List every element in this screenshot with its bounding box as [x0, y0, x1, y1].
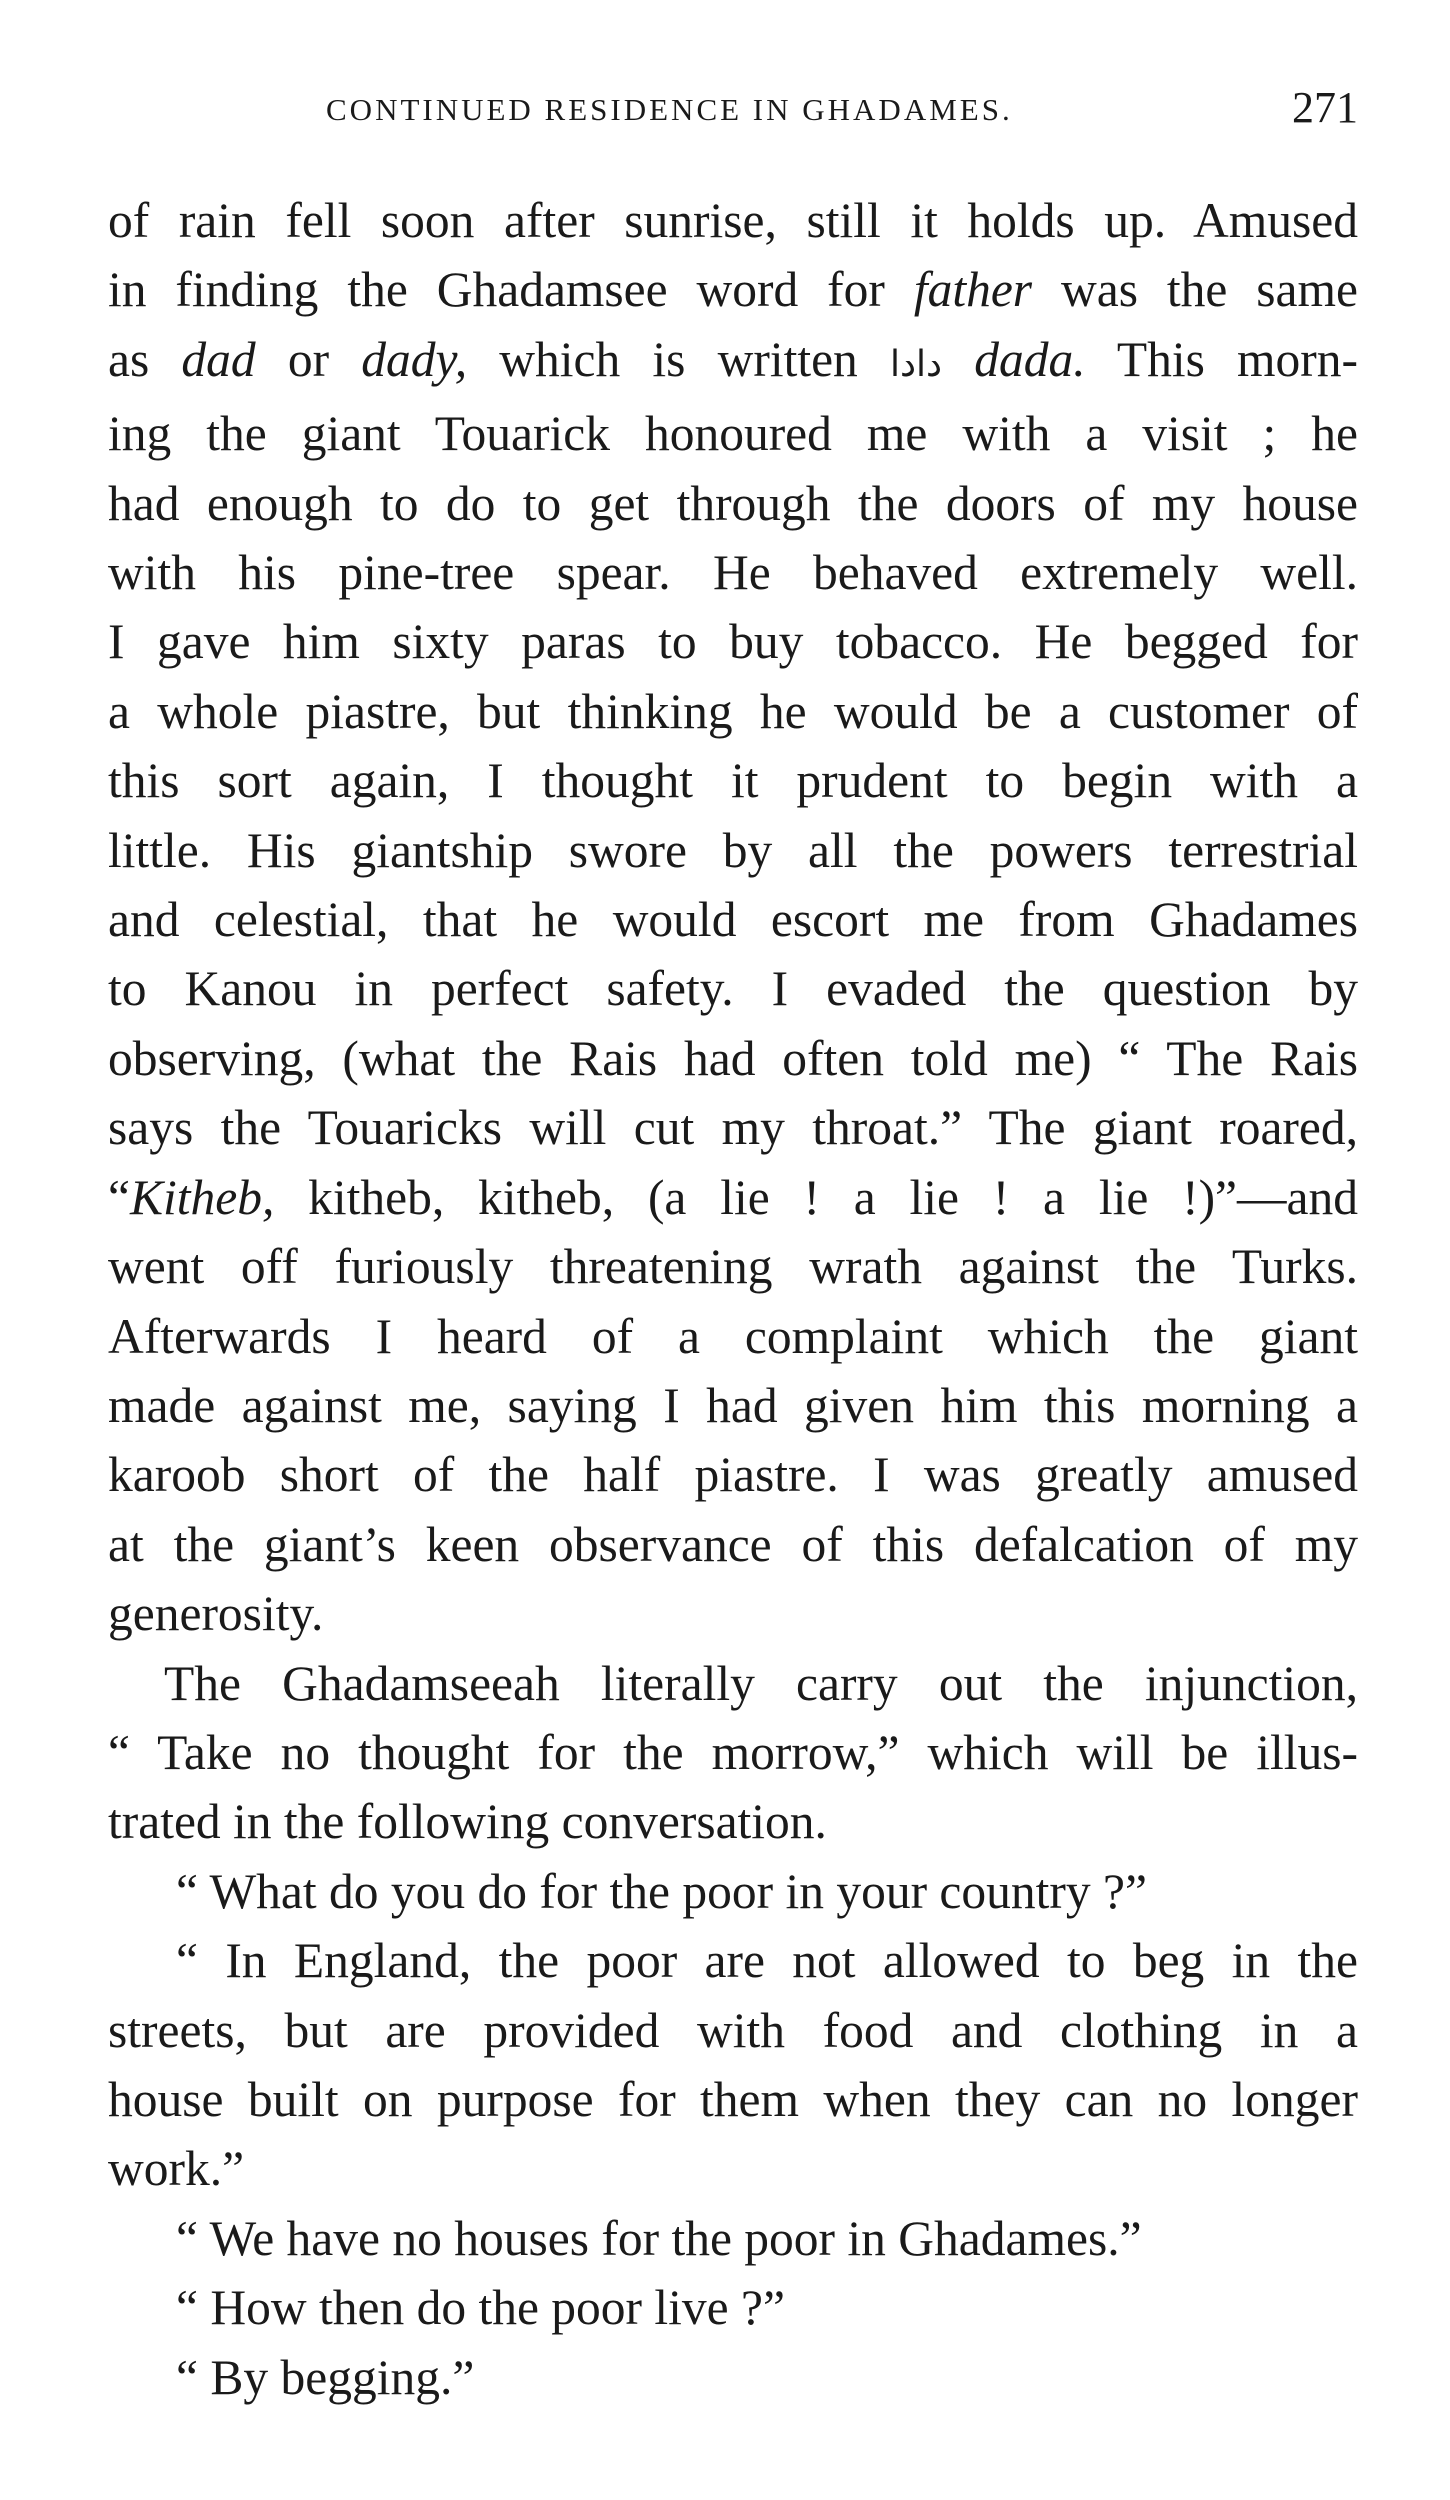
- text-line: this sort again, I thought it prudent to begin with a: [108, 753, 1358, 809]
- text-line: went off furiously threatening wrath against the Turks.: [108, 1239, 1358, 1295]
- dialogue-line: “ By begging.”: [176, 2349, 475, 2405]
- page-number: 271: [1292, 83, 1358, 132]
- dialogue-line: “ What do you do for the poor in your country ?”: [176, 1863, 1147, 1919]
- text-line: in finding the Ghadamsee word for father was the same: [108, 262, 1358, 318]
- text-line: karoob short of the half piastre. I was greatly amused: [108, 1447, 1358, 1503]
- dialogue-line: work.”: [108, 2141, 245, 2197]
- dialogue-line: “ We have no houses for the poor in Ghadames.”: [176, 2210, 1142, 2266]
- dialogue-line: “ In England, the poor are not allowed to beg in the: [176, 1933, 1358, 1989]
- text-line: with his pine-tree spear. He behaved extremely well.: [108, 545, 1358, 601]
- text-line: says the Touaricks will cut my throat.” The giant roared,: [108, 1100, 1358, 1156]
- text-line: had enough to do to get through the doors of my house: [108, 475, 1358, 531]
- text-line: ing the giant Touarick honoured me with a visit ; he: [108, 406, 1358, 462]
- text-line: “Kitheb, kitheb, kitheb, (a lie ! a lie ! a lie !)”—and: [108, 1169, 1358, 1225]
- text-line: trated in the following conversation.: [108, 1794, 827, 1850]
- text-line: I gave him sixty paras to buy tobacco. He begged for: [108, 614, 1358, 670]
- text-line: and celestial, that he would escort me from Ghadames: [108, 892, 1358, 948]
- book-page: [108, 82, 1358, 2412]
- text-line: a whole piastre, but thinking he would be a customer of: [108, 683, 1358, 739]
- dialogue-line: house built on purpose for them when they can no longer: [108, 2071, 1358, 2127]
- text-line: made against me, saying I had given him this morning a: [108, 1377, 1358, 1433]
- text-line: The Ghadamseeah literally carry out the injunction,: [164, 1655, 1358, 1711]
- arabic-word: دادا: [889, 343, 943, 385]
- dialogue-line: streets, but are provided with food and clothing in a: [108, 2002, 1358, 2058]
- paragraph-2: [108, 1649, 1358, 1857]
- text-line: to Kanou in perfect safety. I evaded the question by: [108, 961, 1358, 1017]
- text-line: as dad or dady, which is written دادا dada. This morn-: [108, 331, 1359, 387]
- paragraph-1: [108, 186, 1358, 1649]
- text-line: at the giant’s keen observance of this defalcation of my: [108, 1516, 1358, 1572]
- running-title: CONTINUED RESIDENCE IN GHADAMES.: [326, 92, 1013, 127]
- text-line: observing, (what the Rais had often told me) “ The Rais: [108, 1030, 1358, 1086]
- text-line: “ Take no thought for the morrow,” which will be illus-: [108, 1724, 1358, 1780]
- body-text: [108, 186, 1358, 2412]
- text-line: little. His giantship swore by all the powers terrestrial: [108, 822, 1358, 878]
- text-line: generosity.: [108, 1586, 324, 1642]
- text-line: of rain fell soon after sunrise, still it holds up. Amused: [108, 193, 1358, 248]
- running-head: [108, 82, 1358, 142]
- dialogue-line: “ How then do the poor live ?”: [176, 2280, 785, 2336]
- dialogue: [108, 1857, 1358, 2412]
- text-line: Afterwards I heard of a complaint which the giant: [108, 1308, 1358, 1364]
